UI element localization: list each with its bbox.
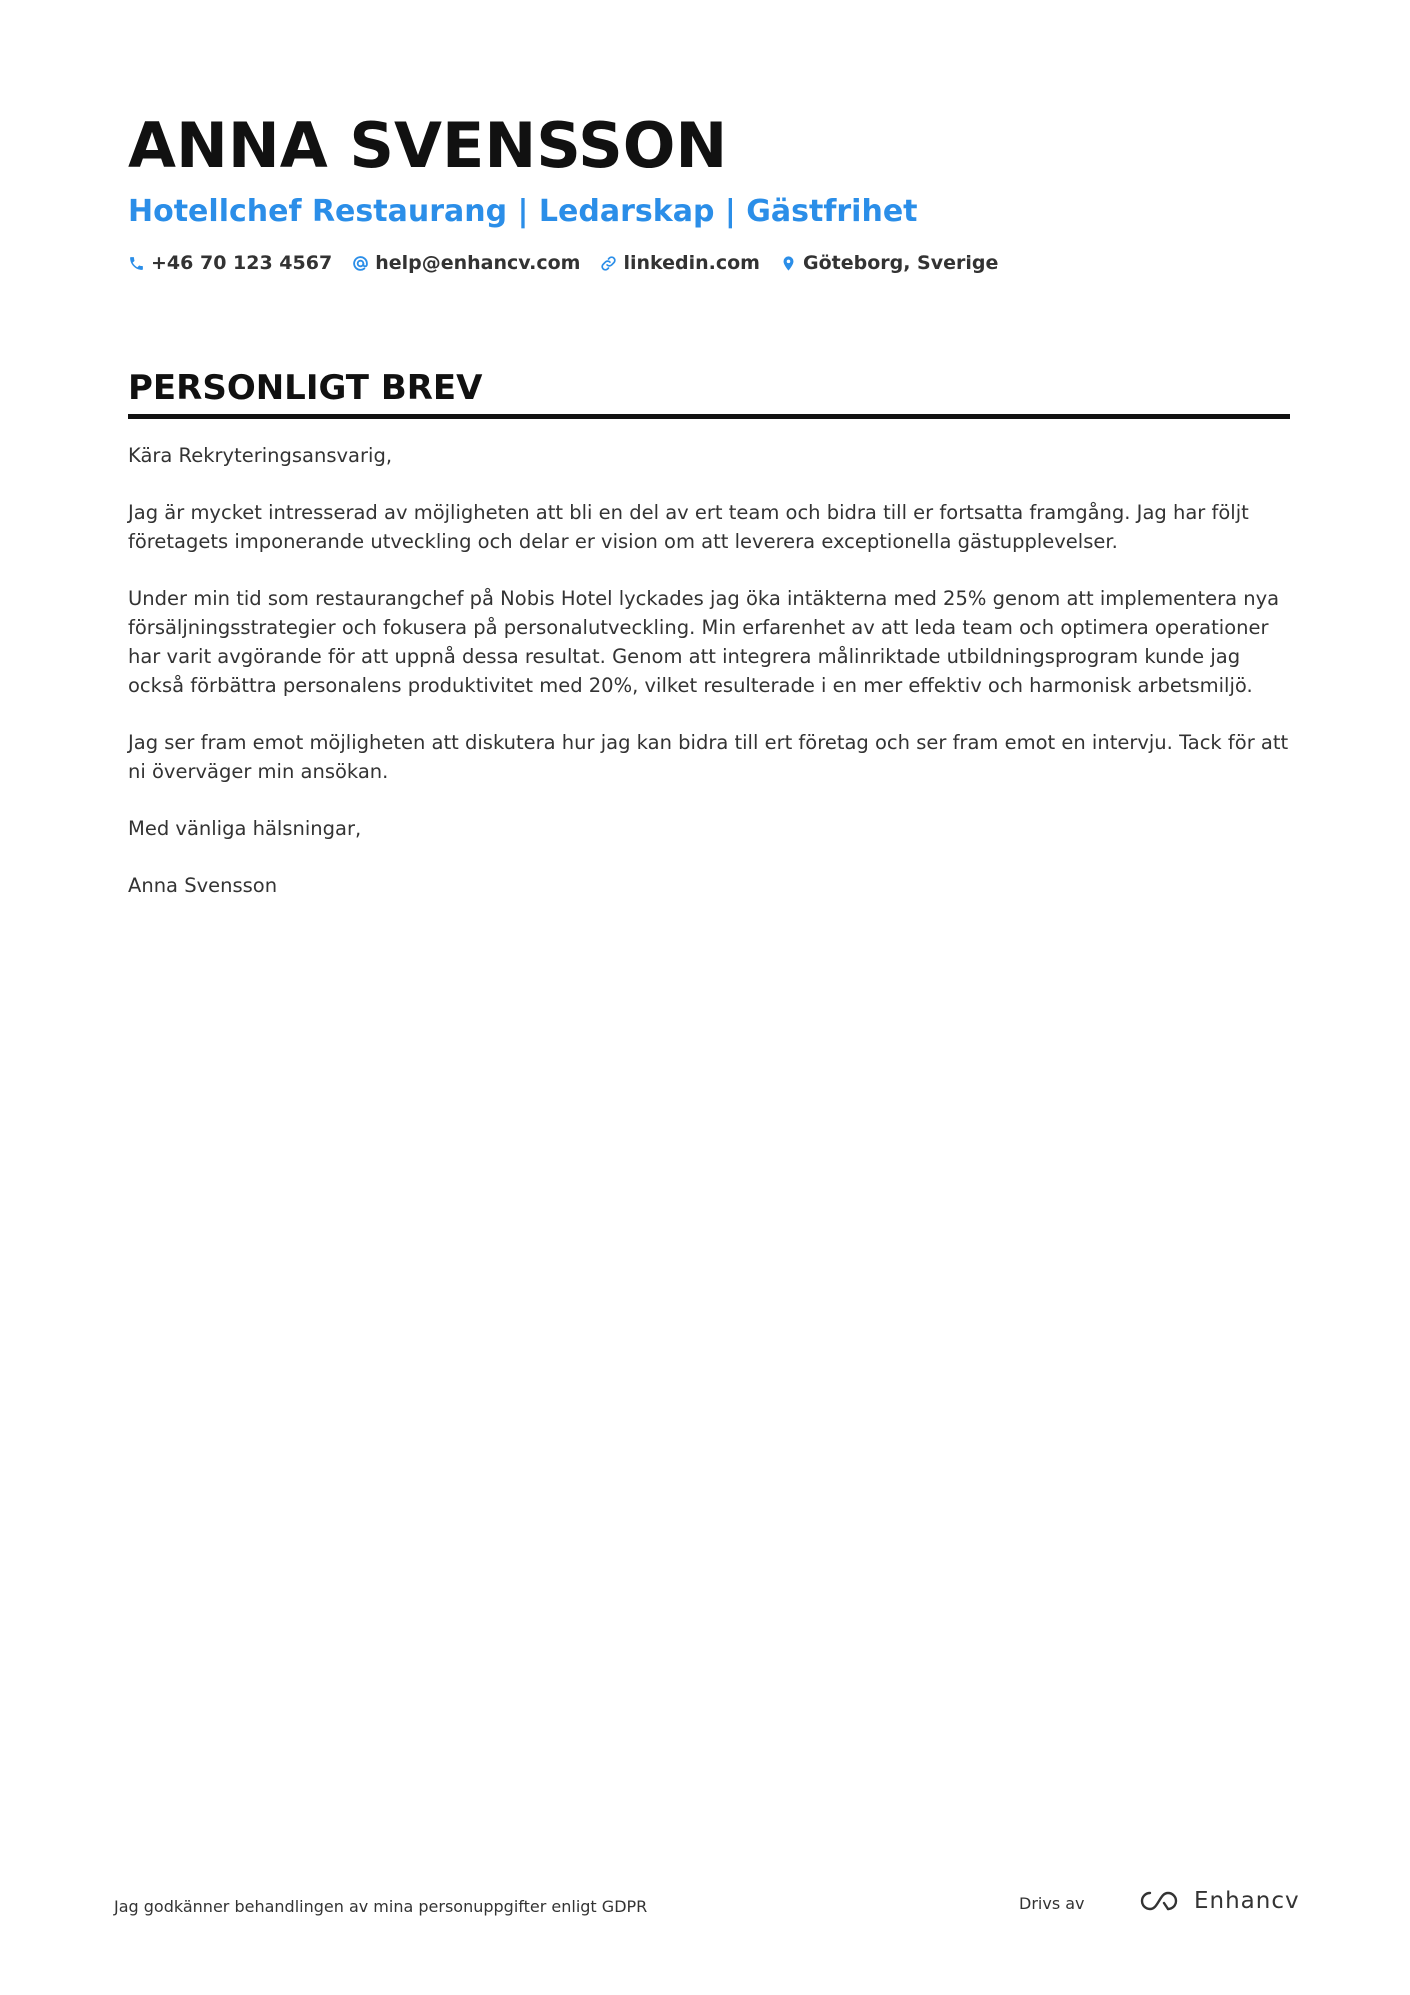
letter-body [128,441,1290,900]
contact-location [780,252,998,274]
enhancv-logo-icon [1138,1888,1184,1914]
candidate-name: ANNA SVENSSON [128,109,728,182]
email-text: help@enhancv.com [375,252,581,274]
contact-email[interactable] [352,252,580,274]
gdpr-consent-text: Jag godkänner behandlingen av mina personuppgifter enligt GDPR [114,1897,648,1916]
link-icon [600,255,617,272]
page-footer [0,1880,1410,1940]
contact-phone[interactable] [128,252,332,274]
map-pin-icon [780,255,797,272]
section-title: PERSONLIGT BREV [128,366,1290,419]
at-icon [352,255,369,272]
letter-paragraph: Jag ser fram emot möjligheten att diskutera hur jag kan bidra till ert företag och ser fram emot en intervju. Tack för att ni överväger min ansökan. [128,731,1289,783]
letter-signature: Anna Svensson [128,874,278,897]
phone-text: +46 70 123 4567 [151,252,333,274]
brand-name: Enhancv [1194,1888,1300,1914]
cover-letter-section [128,366,1290,928]
letter-paragraph: Under min tid som restaurangchef på Nobis Hotel lyckades jag öka intäkterna med 25% genom att implementera nya försäljningsstrategier och fokusera på personalutveckling. Min erfarenhet av att leda team och optimera operationer har varit avgörande för att uppnå dessa resultat. Genom att integrera målinriktade utbildningsprogram kunde jag också förbättra personalens produktivitet med 20%, vilket resulterade i en mer effektiv och harmonisk arbetsmiljö. [128,587,1280,697]
letter-paragraph: Jag är mycket intresserad av möjligheten att bli en del av ert team och bidra till er fortsatta framgång. Jag har följt företagets imponerande utveckling och delar er vision om att leverera exceptionella gästupplevelser. [128,501,1249,553]
letter-greeting: Kära Rekryteringsansvarig, [128,444,393,467]
contact-linkedin[interactable] [600,252,760,274]
candidate-title: Hotellchef Restaurang | Ledarskap | Gästfrihet [128,194,918,229]
location-text: Göteborg, Sverige [802,252,999,274]
phone-icon [128,255,145,272]
letter-closing: Med vänliga hälsningar, [128,817,362,840]
resume-header [128,108,1290,274]
linkedin-text: linkedin.com [623,252,760,274]
powered-by-text: Drivs av [1019,1894,1085,1913]
contact-bar [128,252,1290,274]
enhancv-brand-link[interactable] [1138,1888,1300,1914]
